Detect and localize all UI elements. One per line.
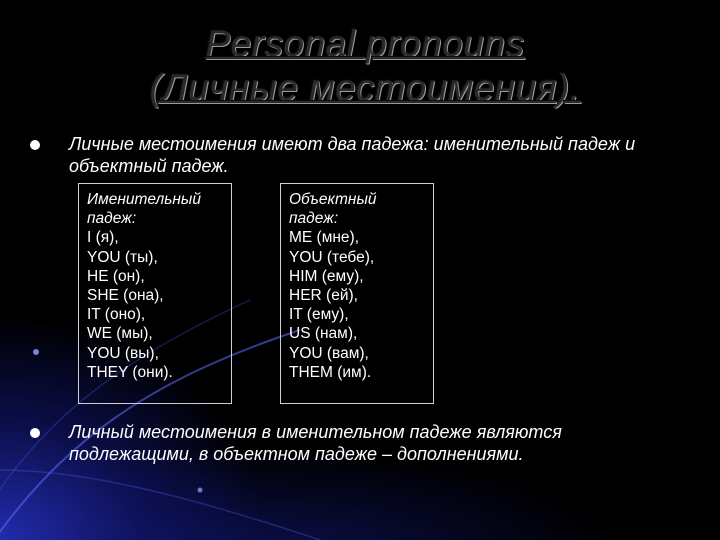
- objective-case-box: [280, 183, 434, 404]
- list-item: HIM (ему),: [289, 267, 364, 285]
- list-item: YOU (ты),: [87, 248, 158, 266]
- list-item: WE (мы),: [87, 325, 153, 343]
- bullet-icon: [30, 428, 40, 438]
- list-item: THEM (им).: [289, 363, 372, 381]
- list-item: US (нам),: [289, 325, 358, 343]
- list-item: THEY (они).: [87, 363, 173, 381]
- list-item: YOU (тебе),: [289, 248, 375, 266]
- list-item: SHE (она),: [87, 287, 164, 305]
- bullet-cases-usage: [30, 421, 680, 465]
- bullet-icon: [30, 140, 40, 150]
- list-item: HER (ей),: [289, 287, 358, 305]
- nominative-heading: Именительный падеж:: [87, 191, 201, 228]
- nominative-case-box: [78, 183, 232, 404]
- list-item: YOU (вы),: [87, 344, 159, 362]
- list-item: IT (оно),: [87, 306, 146, 324]
- bullet-text: Личные местоимения имеют два падежа: именительный падеж и объектный падеж.: [69, 134, 636, 176]
- list-item: I (я),: [87, 229, 119, 247]
- list-item: IT (ему),: [289, 306, 349, 324]
- list-item: YOU (вам),: [289, 344, 369, 362]
- list-item: ME (мне),: [289, 229, 360, 247]
- bullet-text: Личный местоимения в именительном падеже являются подлежащими, в объектном падеже – дополнениями.: [69, 422, 562, 464]
- list-item: HE (он),: [87, 267, 145, 285]
- bullet-cases-intro: [30, 133, 680, 177]
- objective-heading: Объектный падеж:: [289, 191, 377, 228]
- title-line-english: Personal pronouns: [205, 23, 525, 64]
- slide-title: [100, 22, 630, 111]
- title-line-russian: (Личные местоимения).: [149, 67, 581, 109]
